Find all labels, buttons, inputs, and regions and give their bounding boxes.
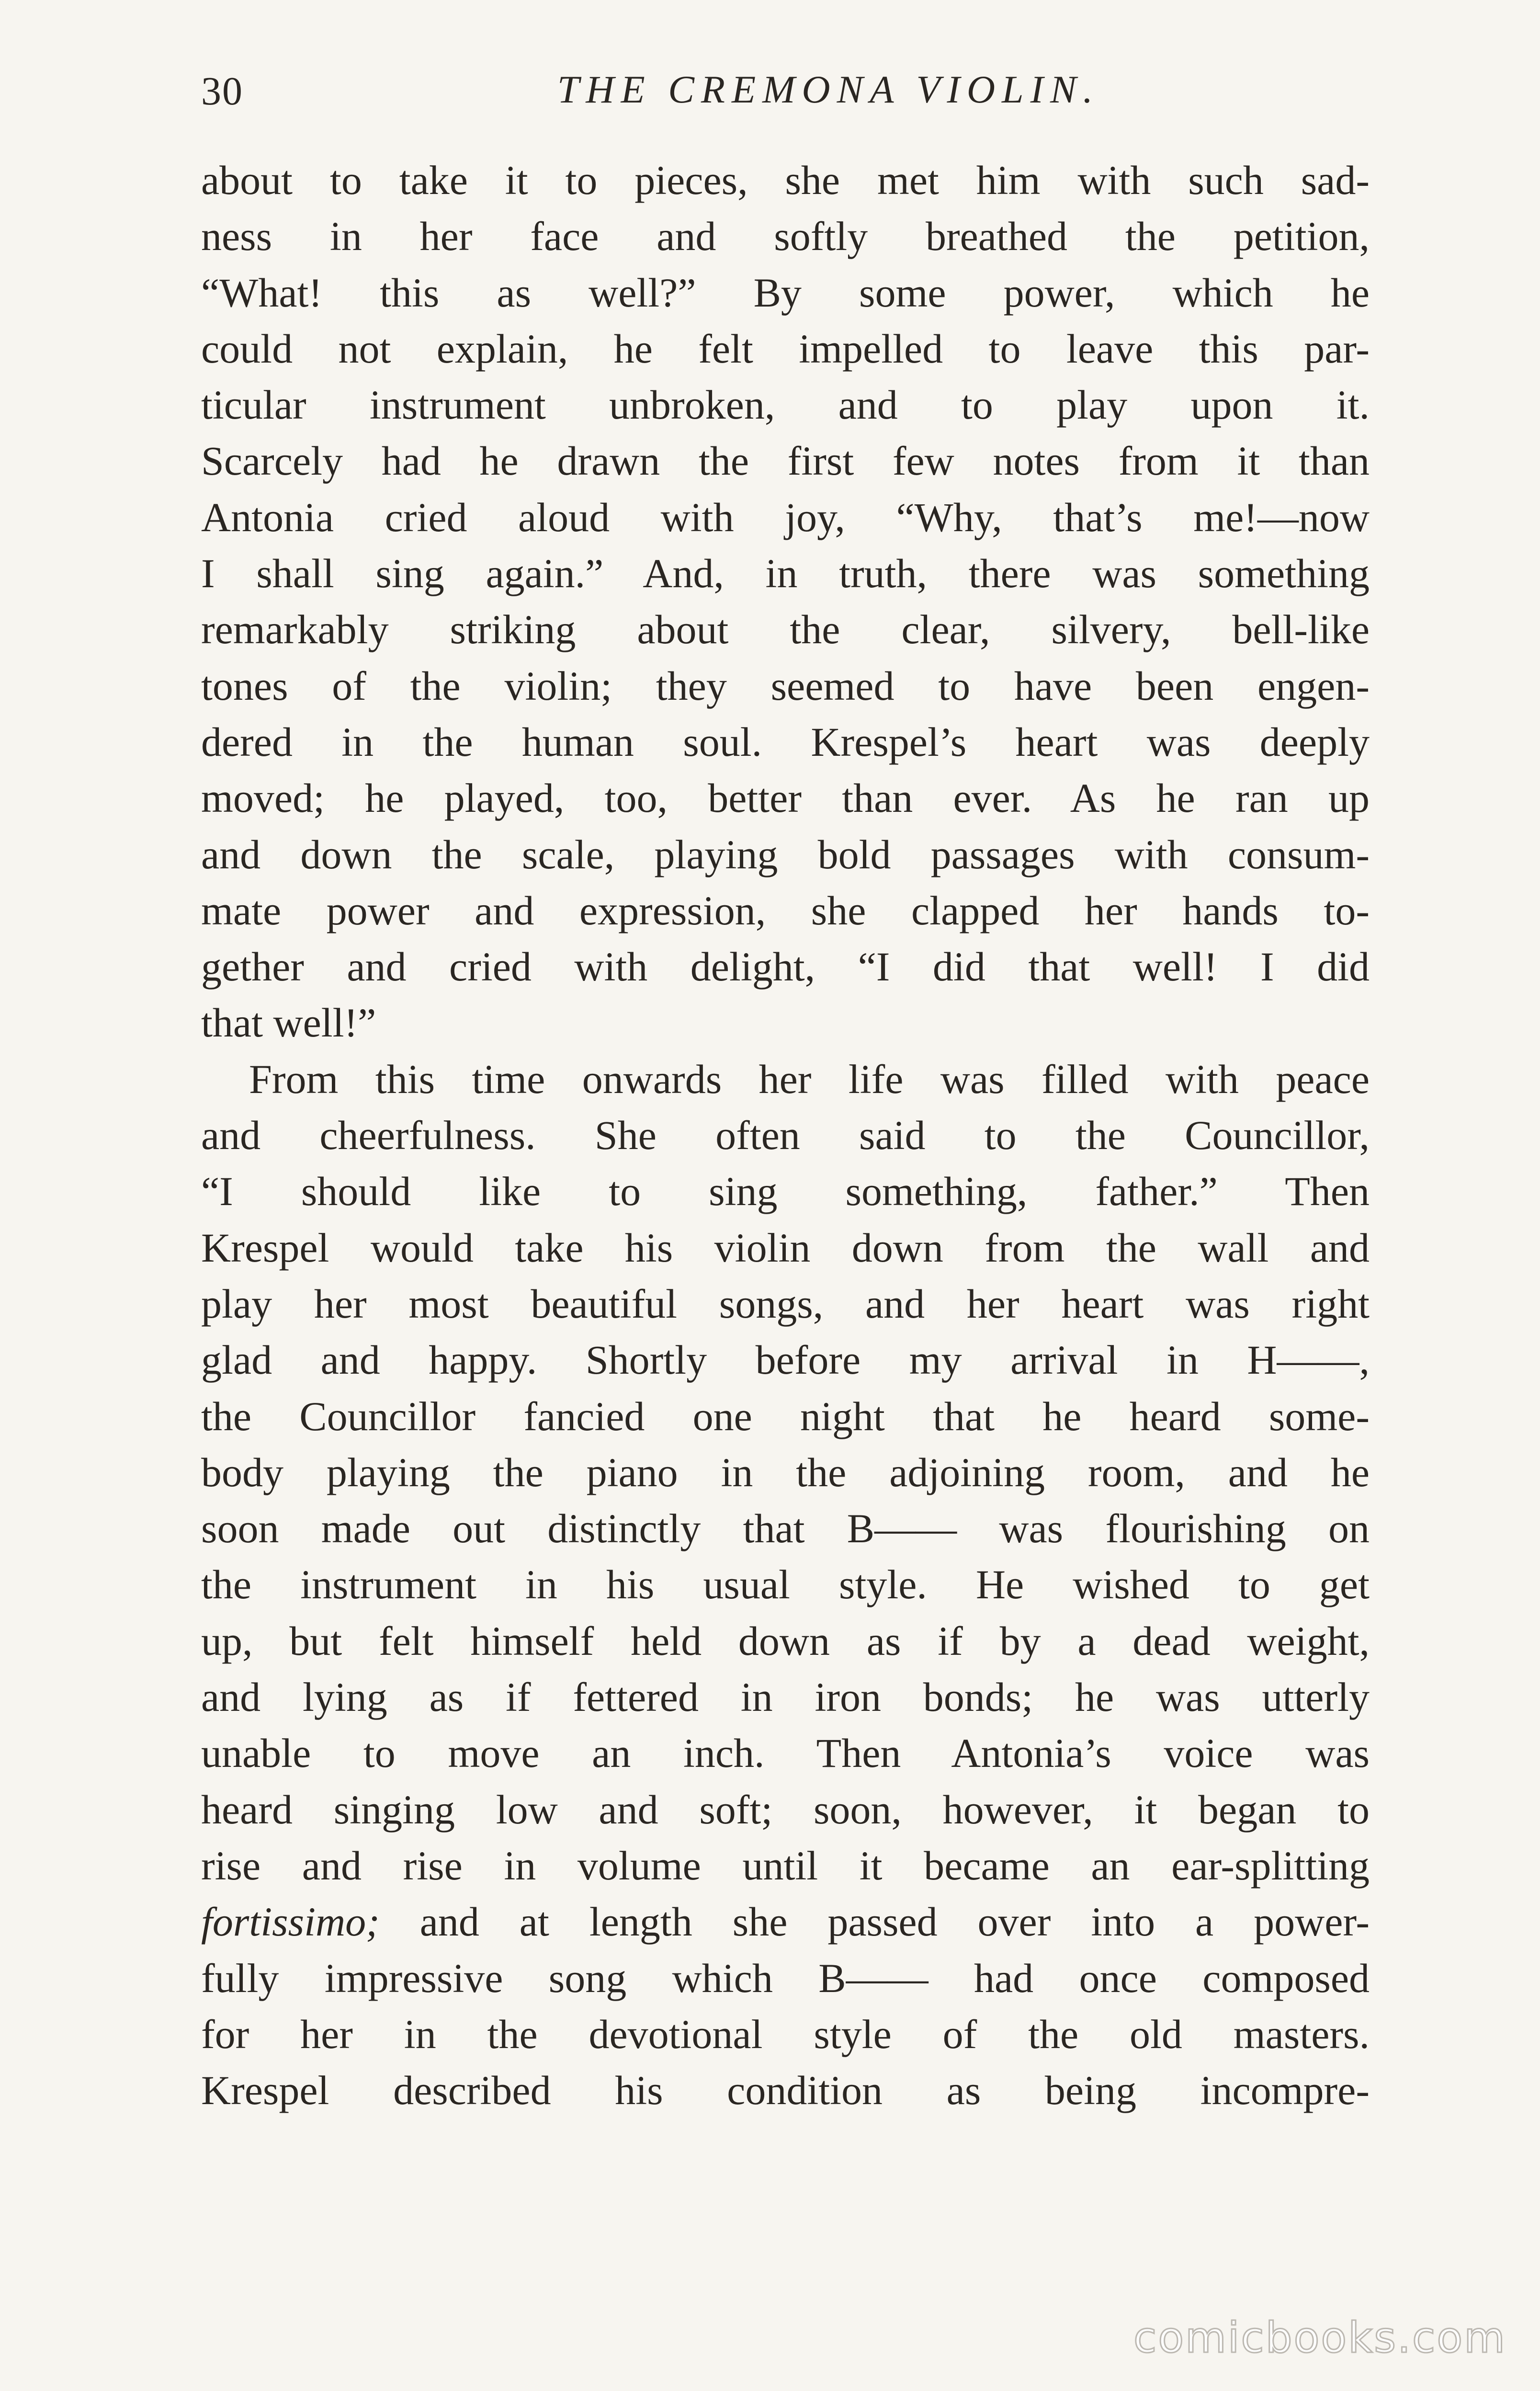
text-line: tones of the violin; they seemed to have been engen-: [201, 662, 1370, 709]
text-line: body playing the piano in the adjoining room, and he: [201, 1449, 1370, 1495]
text-line: the instrument in his usual style. He wished to get: [201, 1561, 1370, 1608]
text-line: unable to move an inch. Then Antonia’s voice was: [201, 1730, 1370, 1776]
text-line: ticular instrument unbroken, and to play upon it.: [201, 382, 1370, 428]
paragraph-end-line: that well!”: [201, 1000, 376, 1046]
text-line: and down the scale, playing bold passages with consum-: [201, 831, 1370, 877]
page-number: 30: [201, 69, 243, 114]
text-line: I shall sing again.” And, in truth, there was something: [201, 550, 1370, 597]
text-line: up, but felt himself held down as if by a dead weight,: [201, 1617, 1370, 1664]
text-line: Krespel described his condition as being incompre-: [201, 2067, 1370, 2114]
watermark: comicbooks.com: [1133, 2313, 1506, 2362]
text-line-with-italic: [201, 1894, 1370, 1950]
text-line: play her most beautiful songs, and her heart was right: [201, 1280, 1370, 1327]
text-line: dered in the human soul. Krespel’s heart was deeply: [201, 718, 1370, 765]
running-head: [201, 57, 1370, 125]
body-text: [201, 152, 1370, 2118]
text-line: heard singing low and soft; soon, however, it began to: [201, 1786, 1370, 1833]
text-line: ness in her face and softly breathed the petition,: [201, 213, 1370, 260]
text-line: mate power and expression, she clapped her hands to-: [201, 887, 1370, 934]
text-line: Antonia cried aloud with joy, “Why, that’s me!—now: [201, 494, 1370, 540]
text-line: about to take it to pieces, she met him with such sad-: [201, 157, 1370, 203]
text-line-rest: and at length she passed over into a power-: [419, 1899, 1370, 1945]
text-line: and lying as if fettered in iron bonds; he was utterly: [201, 1674, 1370, 1720]
paragraph-start-line: From this time onwards her life was filled with peace: [249, 1056, 1370, 1102]
text-line: rise and rise in volume until it became an ear-splitting: [201, 1842, 1370, 1889]
text-line: Krespel would take his violin down from the wall and: [201, 1224, 1370, 1271]
text-line: Scarcely had he drawn the first few notes from it than: [201, 438, 1370, 484]
running-title: THE CREMONA VIOLIN.: [557, 68, 1100, 111]
text-line: soon made out distinctly that B—— was flourishing on: [201, 1505, 1370, 1552]
text-line: the Councillor fancied one night that he heard some-: [201, 1393, 1370, 1439]
text-line: glad and happy. Shortly before my arrival in H——,: [201, 1337, 1370, 1383]
text-line: remarkably striking about the clear, silvery, bell-like: [201, 606, 1370, 653]
italic-word: fortissimo;: [201, 1899, 380, 1945]
text-line: gether and cried with delight, “I did that well! I did: [201, 944, 1370, 990]
text-line: moved; he played, too, better than ever. As he ran up: [201, 775, 1370, 821]
text-line: “What! this as well?” By some power, which he: [201, 269, 1370, 316]
text-line: “I should like to sing something, father.” Then: [201, 1168, 1370, 1215]
text-line: could not explain, he felt impelled to leave this par-: [201, 325, 1370, 372]
text-line: and cheerfulness. She often said to the Councillor,: [201, 1112, 1370, 1159]
text-line: for her in the devotional style of the old masters.: [201, 2011, 1370, 2057]
text-line: fully impressive song which B—— had once composed: [201, 1955, 1370, 2001]
